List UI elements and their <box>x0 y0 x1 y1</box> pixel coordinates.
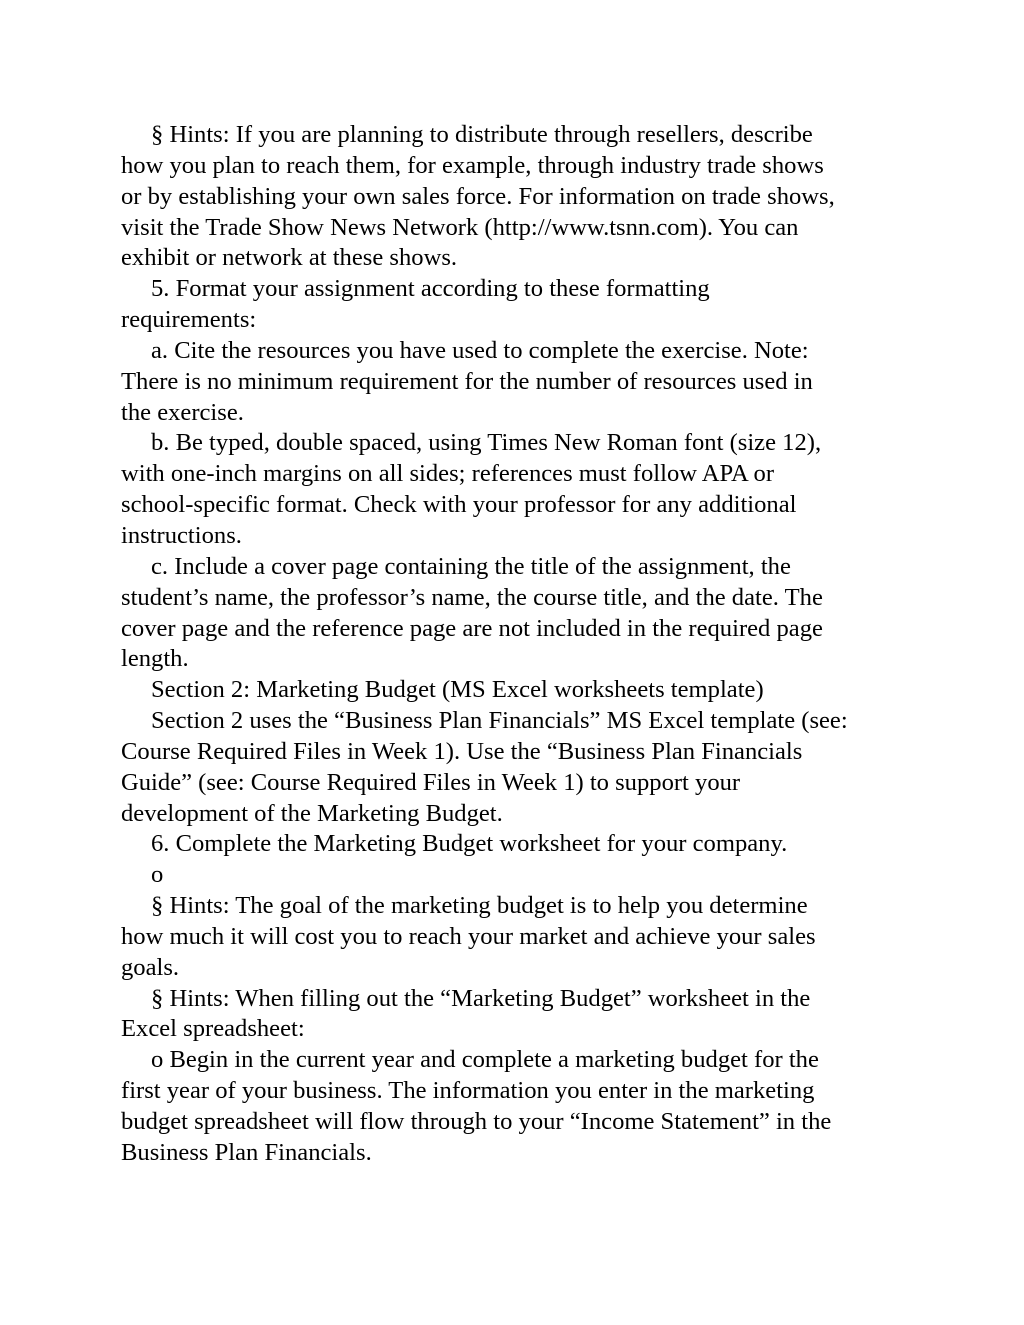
item-c-cover-page-paragraph: c. Include a cover page containing the title of the assignment, the student’s name, the professor’s name, the course title, and the date. The cover page and the reference page are not included in the required page length. <box>121 552 823 673</box>
begin-current-year-paragraph: o Begin in the current year and complete a marketing budget for the first year of your business. The information you enter in the marketing budget spreadsheet will flow through to your “Income Statement” in the Business Plan Financials. <box>121 1046 832 1166</box>
item-a-cite-paragraph: a. Cite the resources you have used to complete the exercise. Note: There is no minimum requirement for the number of resources used in the exercise. <box>121 336 813 426</box>
section-2-intro-paragraph: Section 2 uses the “Business Plan Financials” MS Excel template (see: Course Required Files in Week 1). Use the “Business Plan Financials Guide” (see: Course Required Files in Week 1) to support your development of the Marketing Budget. <box>121 707 848 827</box>
item-6-complete-paragraph: 6. Complete the Marketing Budget worksheet for your company. <box>151 830 788 858</box>
hint-resellers-paragraph: § Hints: If you are planning to distribute through resellers, describe how you plan to reach them, for example, through industry trade shows or by establishing your own sales force. For information on trade shows, visit the Trade Show News Network (http://www.tsnn.com). You can exhibit or network at these shows. <box>121 121 835 272</box>
hint-filling-paragraph: § Hints: When filling out the “Marketing Budget” worksheet in the Excel spreadsheet: <box>121 984 811 1043</box>
item-5-format-paragraph: 5. Format your assignment according to these formatting requirements: <box>121 275 710 334</box>
section-2-heading: Section 2: Marketing Budget (MS Excel worksheets template) <box>151 676 764 704</box>
document-page <box>121 120 921 1169</box>
hint-goal-paragraph: § Hints: The goal of the marketing budget is to help you determine how much it will cost you to reach your market and achieve your sales goals. <box>121 892 816 981</box>
bullet-o-line: o <box>151 861 164 889</box>
item-b-typed-paragraph: b. Be typed, double spaced, using Times New Roman font (size 12), with one-inch margins on all sides; references must follow APA or school-specific format. Check with your professor for any additional instructions. <box>121 429 822 549</box>
